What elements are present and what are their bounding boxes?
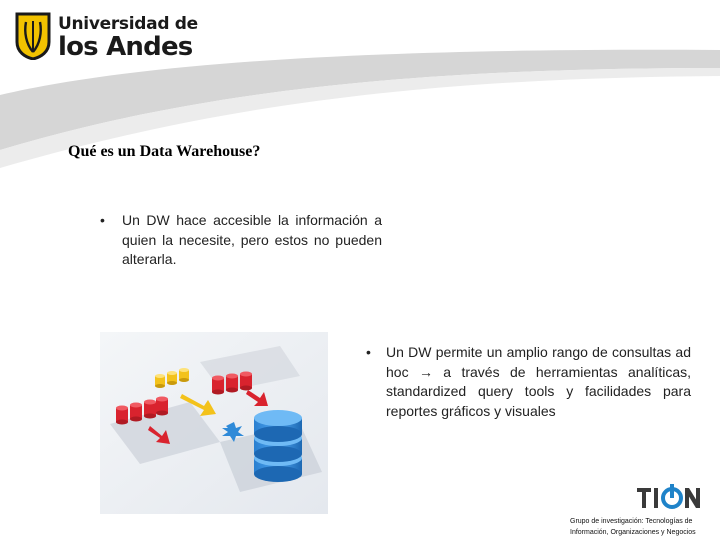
slide-title: Qué es un Data Warehouse? [68, 143, 261, 160]
university-logo [14, 10, 198, 64]
tion-logo [637, 484, 701, 512]
data-warehouse-illustration [100, 332, 328, 514]
shield-icon [14, 12, 52, 60]
bullet-icon: • [100, 212, 105, 228]
bullet-text-1: Un DW hace accesible la información a quien la necesite, pero estos no pueden alterarla. [122, 212, 382, 267]
logo-text-line2: los Andes [58, 32, 193, 62]
caption-line1: Grupo de investigación: Tecnologías de [570, 518, 693, 525]
caption-line2: Información, Organizaciones y Negocios [570, 529, 696, 536]
logo-text-line1: Universidad de [58, 14, 198, 34]
research-group-caption [570, 516, 715, 538]
bullet-text-2: Un DW permite un amplio rango de consultas ad hoc → a través de herramientas analíticas, standardized query tools y facilidades para reportes gráficos y visuales [386, 344, 691, 419]
bullet-item-2 [366, 343, 691, 421]
bullet-icon: • [366, 344, 371, 360]
bullet-item-1 [100, 211, 382, 270]
